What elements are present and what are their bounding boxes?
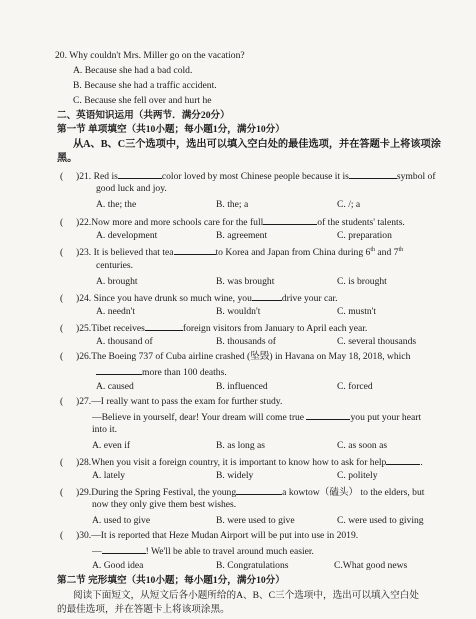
q29-option-a: A. used to give — [92, 515, 151, 526]
q21-option-b: B. the; a — [216, 199, 249, 210]
section1-heading: 第一节 单项填空（共10小题；每小题1分，满分10分） — [57, 124, 285, 135]
q22-stem: ( )22.Now more and more schools care for the full of the students' talents. — [60, 217, 405, 228]
answer-blank — [96, 365, 142, 375]
answer-blank — [118, 169, 162, 179]
q28-option-a: A. lately — [92, 470, 126, 481]
section2-instruction: 阅读下面短文，从短文后各小题所给的A、B、C三个选项中，选出可以填入空白处 — [73, 590, 419, 601]
q30-option-b: B. Congratulations — [216, 560, 289, 571]
q30-option-a: A. Good idea — [92, 560, 144, 571]
q26-stem-cont: more than 100 deaths. — [96, 365, 227, 379]
section2-instruction-cont: 的最佳选项，并在答题卡上将该项涂黑。 — [57, 604, 230, 615]
q27-option-a: A. even if — [92, 440, 131, 451]
q23-stem: ( )23. It is believed that tea to Korea and Japan from China during 6th and 7th — [60, 246, 404, 258]
answer-blank — [306, 410, 350, 420]
q28-option-c: C. politely — [337, 470, 378, 481]
q24-option-c: C. mustn't — [337, 306, 377, 317]
q29-stem-cont: now they only give them best wishes. — [92, 499, 237, 510]
answer-blank — [145, 321, 183, 331]
q25-option-b: B. thousands of — [216, 336, 276, 347]
q28-stem: ( )28.When you visit a foreign country, it is important to know how to ask for help . — [60, 457, 423, 468]
answer-blank — [174, 245, 216, 255]
q30-stem: ( )30.—It is reported that Heze Mudan Airport will be put into use in 2019. — [60, 530, 359, 541]
answer-paren: ( — [60, 171, 64, 182]
q21-option-c: C. /; a — [337, 199, 361, 210]
q21-stem: ( )21. Red is color loved by most Chinese people because it is symbol of — [60, 171, 436, 182]
q23-stem-cont: centuries. — [96, 260, 134, 271]
q25-option-a: A. thousand of — [96, 336, 153, 347]
q27-stem-cont: into it. — [92, 424, 118, 435]
q23-option-a: A. brought — [96, 276, 138, 287]
q20-option-b: B. Because she had a traffic accident. — [73, 80, 217, 91]
q21-option-a: A. the; the — [96, 199, 137, 210]
answer-blank — [102, 544, 146, 554]
q27-stem-line2: —Believe in yourself, dear! Your dream will come true you put your heart — [92, 412, 422, 423]
q22-option-b: B. agreement — [216, 230, 268, 241]
answer-blank — [263, 215, 317, 225]
q29-option-c: C. were used to giving — [337, 515, 424, 526]
answer-blank — [236, 485, 282, 495]
section1-instruction-cont: 黑。 — [57, 153, 78, 164]
q25-stem: ( )25.Tibet receives foreign visitors from January to April each year. — [60, 323, 368, 334]
q23-option-b: B. was brought — [216, 276, 275, 287]
answer-blank — [349, 169, 397, 179]
q23-option-c: C. is brought — [337, 276, 387, 287]
answer-blank — [386, 455, 420, 465]
q26-option-b: B. influenced — [216, 381, 268, 392]
section2-heading: 第二节 完形填空（共10小题；每小题1分，满分10分） — [57, 575, 285, 586]
q27-option-c: C. as soon as — [337, 440, 388, 451]
q29-option-b: B. were used to give — [216, 515, 295, 526]
q24-option-a: A. needn't — [96, 306, 136, 317]
q29-stem: ( )29.During the Spring Festival, the young a kowtow（磕头） to the elders, but — [60, 487, 425, 498]
q30-option-c: C.What good news — [334, 560, 408, 571]
q27-option-b: B. as long as — [216, 440, 266, 451]
q26-stem: ( )26.The Boeing 737 of Cuba airline crashed (坠毁) in Havana on May 18, 2018, which — [60, 351, 411, 362]
part2-heading: 二、英语知识运用（共两节．满分20分） — [57, 110, 230, 121]
q22-option-a: A. development — [96, 230, 158, 241]
q21-stem-cont: good luck and joy. — [96, 183, 167, 194]
q24-option-b: B. wouldn't — [216, 306, 261, 317]
q25-option-c: C. several thousands — [337, 336, 417, 347]
q28-option-b: B. widely — [216, 470, 254, 481]
q22-option-c: C. preparation — [337, 230, 392, 241]
q20-option-c: C. Because she fell over and hurt he — [73, 95, 212, 106]
q20-question: 20. Why couldn't Mrs. Miller go on the vacation? — [55, 50, 245, 61]
q30-stem-line2: — ! We'll be able to travel around much easier. — [92, 546, 314, 557]
answer-blank — [252, 291, 282, 301]
q27-stem: ( )27.—I really want to pass the exam for further study. — [60, 396, 283, 407]
q24-stem: ( )24. Since you have drunk so much wine, you drive your car. — [60, 293, 338, 304]
q20-option-a: A. Because she had a bad cold. — [73, 65, 193, 76]
q26-option-c: C. forced — [337, 381, 373, 392]
section1-instruction: 从A、B、C三个选项中，选出可以填入空白处的最佳选项，并在答题卡上将该项涂 — [73, 139, 441, 150]
q26-option-a: A. caused — [96, 381, 134, 392]
